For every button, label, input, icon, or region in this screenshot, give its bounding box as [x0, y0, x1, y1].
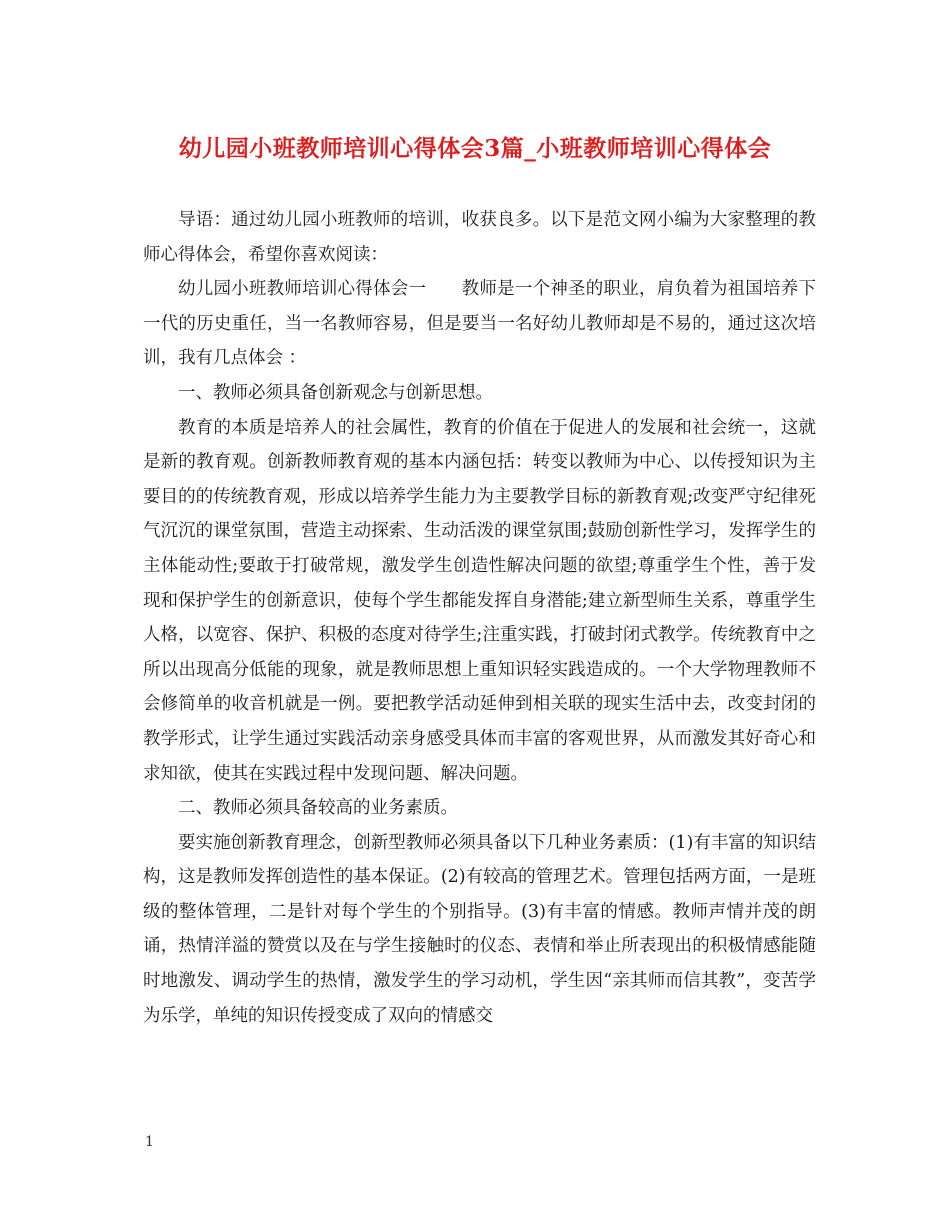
heading-point-two: 二、教师必须具备较高的业务素质。	[178, 798, 458, 819]
paragraph-intro: 导语：通过幼儿园小班教师的培训，收获良多。以下是范文网小编为大家整理的教师心得体会，希望你喜欢阅读：	[143, 210, 816, 265]
heading-point-one: 一、教师必须具备创新观念与创新思想。	[178, 382, 493, 403]
page-number: 1	[145, 1134, 154, 1150]
paragraph-section-one: 幼儿园小班教师培训心得体会一 教师是一个神圣的职业，肩负着为祖国培养下一代的历史重任，当一名教师容易，但是要当一名好幼儿教师却是不易的，通过这次培训，我有几点体会 ：	[143, 279, 816, 369]
paragraph-education-view: 教育的本质是培养人的社会属性，教育的价值在于促进人的发展和社会统一，这就是新的教育观。创新教师教育观的基本内涵包括：转变以教师为中心、以传授知识为主要目的的传统教育观，形成以培养学生能力为主要教学目标的新教育观;改变严守纪律死气沉沉的课堂氛围，营造主动探索、生动活泼的课堂氛围;鼓励创新性学习，发挥学生的主体能动性;要敢于打破常规，激发学生创造性解决问题的欲望;尊重学生个性，善于发现和保护学生的创新意识，使每个学生都能发挥自身潜能;建立新型师生关系，尊重学生人格，以宽容、保护、积极的态度对待学生;注重实践，打破封闭式教学。传统教育中之所以出现高分低能的现象，就是教师思想上重知识轻实践造成的。一个大学物理教师不会修简单的收音机就是一例。要把教学活动延伸到相关联的现实生活中去，改变封闭的教学形式，让学生通过实践活动亲身感受具体而丰富的客观世界，从而激发其好奇心和求知欲，使其在实践过程中发现问题、解决问题。	[143, 417, 816, 784]
document-body	[143, 203, 816, 1033]
document-title: 幼儿园小班教师培训心得体会3篇_小班教师培训心得体会	[178, 135, 772, 162]
paragraph-business-quality: 要实施创新教育理念，创新型教师必须具备以下几种业务素质：(1)有丰富的知识结构，这是教师发挥创造性的基本保证。(2)有较高的管理艺术。管理包括两方面，一是班级的整体管理，二是针对每个学生的个别指导。(3)有丰富的情感。教师声情并茂的朗诵，热情洋溢的赞赏以及在与学生接触时的仪态、表情和举止所表现出的积极情感能随时地激发、调动学生的热情，激发学生的学习动机，学生因“亲其师而信其教”，变苦学为乐学，单纯的知识传授变成了双向的情感交	[143, 832, 816, 1026]
